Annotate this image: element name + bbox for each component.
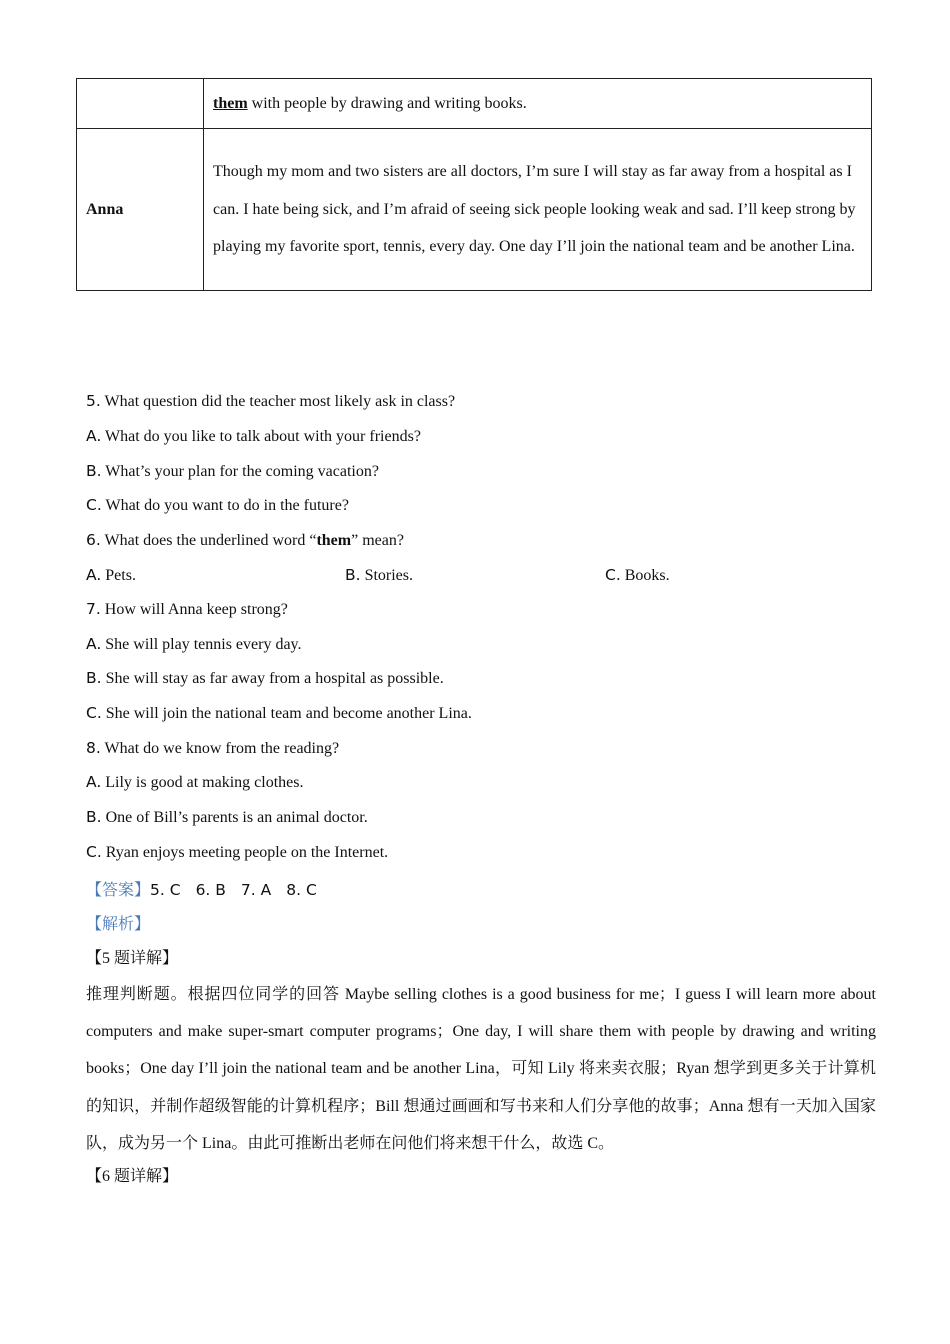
question-8 (86, 739, 339, 758)
option-text: She will play tennis every day. (105, 636, 302, 653)
option-letter: A. (86, 566, 102, 584)
option-5b (86, 462, 379, 481)
option-letter: B. (86, 669, 102, 687)
table-name-cell: Anna (77, 129, 204, 291)
question-number: 8. (86, 739, 101, 757)
table-row (77, 129, 872, 291)
option-7b (86, 669, 444, 688)
option-7a (86, 635, 302, 654)
question-keyword: them (316, 532, 352, 549)
option-text: Books. (624, 567, 670, 584)
option-text: She will join the national team and become another Lina. (105, 705, 472, 722)
reading-table (76, 78, 872, 291)
table-text: with people by drawing and writing books. (247, 94, 527, 112)
answer-value: 7. A (240, 881, 272, 899)
option-8b (86, 808, 368, 827)
option-letter: A. (86, 635, 102, 653)
option-letter: B. (86, 808, 102, 826)
option-8c (86, 843, 388, 862)
question-text: What does the underlined word “ (104, 532, 317, 549)
detail-6-heading: 【6 题详解】 (86, 1168, 179, 1185)
question-text: What question did the teacher most likely ask in class? (104, 393, 456, 410)
option-6c (605, 566, 670, 585)
table-text-cell: Though my mom and two sisters are all doctors, I’m sure I will stay as far away from a hospital as I can. I hate being sick, and I’m afraid of seeing sick people looking weak and sad. I’ll keep strong by playing my favorite sport, tennis, every day. One day I’ll join the national team and be another Lina. (204, 129, 872, 291)
underlined-word: them (213, 94, 248, 112)
option-text: Ryan enjoys meeting people on the Internet. (105, 844, 389, 861)
question-number: 6. (86, 531, 101, 549)
option-text: Lily is good at making clothes. (105, 774, 304, 791)
answer-line (86, 877, 332, 900)
answer-values (150, 881, 332, 899)
option-letter: A. (86, 427, 102, 445)
option-6a (86, 566, 136, 585)
option-letter: A. (86, 773, 102, 791)
option-7c (86, 704, 472, 723)
table-name-cell (77, 79, 204, 129)
option-letter: C. (86, 843, 102, 861)
option-5a (86, 427, 421, 446)
option-letter: B. (86, 462, 102, 480)
question-number: 7. (86, 600, 101, 618)
table-row (77, 79, 872, 129)
question-7 (86, 600, 288, 619)
option-6b (345, 566, 413, 585)
question-text: How will Anna keep strong? (104, 601, 288, 618)
option-letter: C. (605, 566, 621, 584)
answer-label: 【答案】 (86, 882, 151, 899)
options-6 (86, 566, 866, 588)
detail-5-text: 推理判断题。根据四位同学的回答 Maybe selling clothes is a good business for me；I guess I will learn more about computers and make super-smart computer programs；One day, I will share them with people by drawing and writing books；One day I’ll join the national team and be another Lina，可知 Lily 将来卖衣服；Ryan 想学到更多关于计算机的知识，并制作超级智能的计算机程序；Bill 想通过画画和写书来和人们分享他的故事；Anna 想有一天加入国家队，成为另一个 Lina。由此可推断出老师在问他们将来想干什么，故选 C。 (86, 986, 876, 1152)
option-letter: B. (345, 566, 361, 584)
question-text-end: ” mean? (351, 532, 404, 549)
question-text: What do we know from the reading? (104, 740, 340, 757)
answer-value: 8. C (286, 881, 317, 899)
answer-value: 5. C (150, 881, 181, 899)
option-text: Stories. (364, 567, 414, 584)
answer-value: 6. B (195, 881, 226, 899)
option-text: What’s your plan for the coming vacation? (105, 463, 379, 480)
option-text: What do you want to do in the future? (105, 497, 349, 514)
option-5c (86, 496, 349, 515)
option-8a (86, 773, 303, 792)
option-letter: C. (86, 496, 102, 514)
option-text: She will stay as far away from a hospital as possible. (105, 670, 444, 687)
option-text: One of Bill’s parents is an animal doctor. (105, 809, 368, 826)
analysis-label: 【解析】 (86, 916, 151, 933)
option-text: What do you like to talk about with your friends? (104, 428, 421, 445)
table-text-cell (204, 79, 872, 129)
option-letter: C. (86, 704, 102, 722)
question-5 (86, 392, 455, 411)
question-6 (86, 531, 404, 550)
detail-5-heading: 【5 题详解】 (86, 950, 179, 967)
question-number: 5. (86, 392, 101, 410)
option-text: Pets. (105, 567, 136, 584)
